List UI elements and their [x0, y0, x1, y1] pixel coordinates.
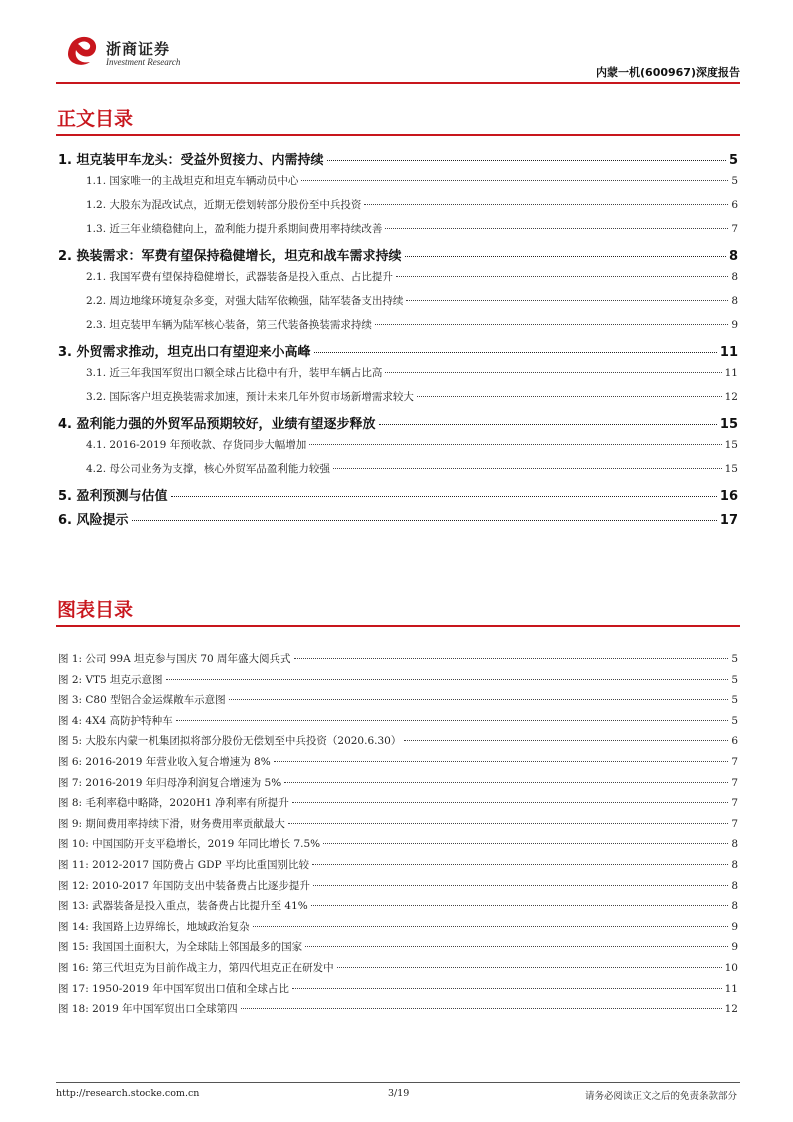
figure-entry[interactable] — [58, 857, 738, 875]
toc-section[interactable] — [58, 341, 738, 361]
dot-leader — [305, 946, 728, 947]
dot-leader — [132, 520, 717, 521]
toc-section-label: 5. 盈利预测与估值 — [58, 489, 168, 504]
toc-section-page: 15 — [719, 417, 738, 432]
dot-leader — [171, 496, 717, 497]
dot-leader — [327, 160, 726, 161]
figure-entry-page: 9 — [731, 941, 738, 954]
toc-subsection-page: 8 — [731, 271, 738, 283]
dot-leader — [379, 424, 717, 425]
dot-leader — [309, 444, 721, 445]
toc-subsection-label: 1.3. 近三年业绩稳健向上，盈利能力提升系期间费用率持续改善 — [86, 223, 383, 235]
dot-leader — [405, 256, 726, 257]
figure-entry-label: 图 14: 我国路上边界绵长，地域政治复杂 — [58, 920, 250, 933]
toc-subsection-page: 12 — [724, 391, 738, 403]
figure-entry-page: 6 — [731, 735, 738, 748]
dot-leader — [337, 967, 722, 968]
dot-leader — [406, 300, 728, 301]
figure-entry[interactable] — [58, 878, 738, 896]
figure-entry-page: 8 — [731, 838, 738, 851]
figure-entry-label: 图 11: 2012-2017 国防费占 GDP 平均比重国别比较 — [58, 859, 309, 871]
toc-subsection-page: 8 — [731, 295, 738, 307]
figure-entry-label: 图 3: C80 型铝合金运煤敞车示意图 — [58, 694, 226, 707]
toc-section-page: 8 — [728, 249, 738, 264]
figure-entry[interactable] — [58, 836, 738, 854]
figure-entry[interactable] — [58, 651, 738, 669]
figure-entry[interactable] — [58, 960, 738, 978]
toc-section-page: 11 — [719, 345, 738, 360]
dot-leader — [292, 802, 729, 803]
figure-entry[interactable] — [58, 672, 738, 690]
figure-entry-page: 5 — [731, 694, 738, 707]
toc-title-divider — [56, 134, 740, 136]
toc-subsection[interactable] — [86, 365, 738, 383]
dot-leader — [311, 905, 729, 906]
figure-entry-label: 图 15: 我国国土面积大，为全球陆上邻国最多的国家 — [58, 941, 303, 954]
dot-leader — [294, 658, 729, 659]
figure-entry-label: 图 7: 2016-2019 年归母净利润复合增速为 5% — [58, 776, 282, 789]
dot-leader — [301, 180, 728, 181]
dot-leader — [176, 720, 729, 721]
dot-leader — [241, 1008, 722, 1009]
footer-url[interactable]: http://research.stocke.com.cn — [56, 1088, 200, 1099]
toc-subsection-label: 2.3. 坦克装甲车辆为陆军核心装备，第三代装备换装需求持续 — [86, 319, 372, 331]
figure-entry-label: 图 5: 大股东内蒙一机集团拟将部分股份无偿划至中兵投资（2020.6.30） — [58, 735, 402, 748]
figure-entry-page: 5 — [731, 714, 738, 727]
toc-subsection[interactable] — [86, 269, 738, 287]
figure-entry-label: 图 8: 毛利率稳中略降，2020H1 净利率有所提升 — [58, 797, 289, 810]
dot-leader — [385, 372, 721, 373]
figure-entry-page: 7 — [731, 776, 738, 789]
figure-entry[interactable] — [58, 775, 738, 793]
dot-leader — [292, 988, 722, 989]
dot-leader — [404, 740, 728, 741]
dot-leader — [284, 782, 728, 783]
toc-section[interactable] — [58, 413, 738, 433]
brand-name-en: Investment Research — [106, 57, 181, 67]
figure-entry[interactable] — [58, 981, 738, 999]
dot-leader — [375, 324, 728, 325]
figure-entry-page: 8 — [731, 900, 738, 913]
toc-section-page: 5 — [728, 153, 738, 168]
brand-name-cn: 浙商证券 — [106, 40, 171, 58]
toc-subsection-page: 11 — [724, 367, 738, 379]
toc-section[interactable] — [58, 149, 738, 169]
figure-entry-label: 图 2: VT5 坦克示意图 — [58, 673, 163, 686]
toc-section[interactable] — [58, 485, 738, 505]
figure-entry[interactable] — [58, 713, 738, 731]
dot-leader — [229, 699, 729, 700]
toc-section[interactable] — [58, 245, 738, 265]
footer-page-number: 3/19 — [388, 1088, 410, 1099]
toc-section-page: 16 — [719, 489, 738, 504]
toc-subsection-label: 3.2. 国际客户坦克换装需求加速，预计未来几年外贸市场新增需求较大 — [86, 391, 414, 403]
page-header — [56, 30, 740, 80]
figure-entry-label: 图 9: 期间费用率持续下滑，财务费用率贡献最大 — [58, 817, 285, 830]
figure-entry[interactable] — [58, 692, 738, 710]
toc-subsection-label: 4.2. 母公司业务为支撑，核心外贸军品盈利能力较强 — [86, 463, 330, 475]
figure-entry[interactable] — [58, 733, 738, 751]
figure-entry-page: 12 — [724, 1003, 738, 1016]
toc-section-label: 6. 风险提示 — [58, 513, 129, 528]
figure-entry[interactable] — [58, 754, 738, 772]
figure-entry[interactable] — [58, 1001, 738, 1019]
figure-entry-page: 9 — [731, 920, 738, 933]
figure-entry[interactable] — [58, 939, 738, 957]
dot-leader — [364, 204, 728, 205]
figure-entry-page: 8 — [731, 879, 738, 892]
toc-subsection-label: 4.1. 2016-2019 年预收款、存货同步大幅增加 — [86, 439, 307, 451]
toc-subsection[interactable] — [86, 437, 738, 455]
figures-title: 图表目录 — [57, 599, 134, 621]
toc-subsection-page: 5 — [731, 175, 738, 187]
dot-leader — [166, 679, 729, 680]
toc-section-page: 17 — [719, 513, 738, 528]
toc-section-label: 1. 坦克装甲车龙头：受益外贸接力、内需持续 — [58, 153, 324, 168]
brand-logo-icon — [64, 32, 100, 68]
figure-entry-page: 10 — [724, 962, 738, 974]
toc-subsection[interactable] — [86, 389, 738, 407]
dot-leader — [385, 228, 728, 229]
dot-leader — [323, 843, 728, 844]
toc-subsection-label: 1.1. 国家唯一的主战坦克和坦克车辆动员中心 — [86, 175, 299, 187]
figure-entry-page: 7 — [731, 756, 738, 768]
dot-leader — [314, 352, 717, 353]
toc-subsection-label: 3.1. 近三年我国军贸出口额全球占比稳中有升，装甲车辆占比高 — [86, 367, 383, 379]
figure-entry-label: 图 10: 中国国防开支平稳增长，2019 年同比增长 7.5% — [58, 838, 321, 851]
figure-entry-page: 7 — [731, 817, 738, 830]
dot-leader — [274, 761, 729, 762]
figure-entry[interactable] — [58, 898, 738, 916]
toc-subsection[interactable] — [86, 197, 738, 215]
toc-subsection-label: 1.2. 大股东为混改试点，近期无偿划转部分股份至中兵投资 — [86, 199, 362, 211]
dot-leader — [333, 468, 722, 469]
toc-subsection-label: 2.1. 我国军费有望保持稳健增长，武器装备是投入重点、占比提升 — [86, 271, 393, 283]
toc-subsection-page: 9 — [731, 319, 738, 331]
figure-entry-label: 图 12: 2010-2017 年国防支出中装备费占比逐步提升 — [58, 879, 310, 892]
toc-title: 正文目录 — [57, 108, 134, 130]
toc-subsection-page: 15 — [724, 463, 738, 475]
toc-subsection-label: 2.2. 周边地缘环境复杂多变，对强大陆军依赖强，陆军装备支出持续 — [86, 295, 404, 307]
figure-entry-label: 图 17: 1950-2019 年中国军贸出口值和全球占比 — [58, 982, 289, 995]
figure-entry-label: 图 4: 4X4 高防护特种车 — [58, 714, 173, 727]
figure-entry-page: 8 — [731, 859, 738, 871]
figure-entry[interactable] — [58, 795, 738, 813]
figure-entry-label: 图 16: 第三代坦克为目前作战主力，第四代坦克正在研发中 — [58, 962, 334, 974]
toc-subsection-page: 7 — [731, 223, 738, 235]
dot-leader — [253, 926, 729, 927]
dot-leader — [312, 864, 728, 865]
toc-subsection[interactable] — [86, 293, 738, 311]
footer-divider — [56, 1082, 740, 1083]
toc-subsection[interactable] — [86, 461, 738, 479]
toc-subsection-page: 15 — [724, 439, 738, 451]
figure-entry-page: 5 — [731, 653, 738, 665]
dot-leader — [396, 276, 728, 277]
dot-leader — [288, 823, 728, 824]
toc-section-label: 2. 换装需求：军费有望保持稳健增长，坦克和战车需求持续 — [58, 249, 402, 264]
figure-entry-label: 图 13: 武器装备是投入重点，装备费占比提升至 41% — [58, 900, 308, 913]
figures-title-divider — [56, 625, 740, 627]
dot-leader — [417, 396, 722, 397]
report-tag: 内蒙一机(600967)深度报告 — [596, 66, 740, 79]
figure-entry-label: 图 6: 2016-2019 年营业收入复合增速为 8% — [58, 756, 271, 768]
figure-entry[interactable] — [58, 919, 738, 937]
header-divider — [56, 82, 740, 84]
toc-subsection[interactable] — [86, 317, 738, 335]
toc-subsection[interactable] — [86, 173, 738, 191]
toc-section-label: 4. 盈利能力强的外贸军品预期较好，业绩有望逐步释放 — [58, 417, 376, 432]
figure-entry[interactable] — [58, 816, 738, 834]
toc-subsection-page: 6 — [731, 199, 738, 211]
figure-entry-label: 图 1: 公司 99A 坦克参与国庆 70 周年盛大阅兵式 — [58, 653, 291, 665]
toc-section-label: 3. 外贸需求推动，坦克出口有望迎来小高峰 — [58, 345, 311, 360]
figure-entry-page: 5 — [731, 673, 738, 686]
figure-entry-page: 11 — [724, 982, 738, 995]
figure-entry-label: 图 18: 2019 年中国军贸出口全球第四 — [58, 1003, 238, 1016]
toc-section[interactable] — [58, 509, 738, 529]
dot-leader — [313, 885, 728, 886]
figure-entry-page: 7 — [731, 797, 738, 810]
toc-subsection[interactable] — [86, 221, 738, 239]
footer-disclaimer: 请务必阅读正文之后的免责条款部分 — [584, 1091, 737, 1102]
